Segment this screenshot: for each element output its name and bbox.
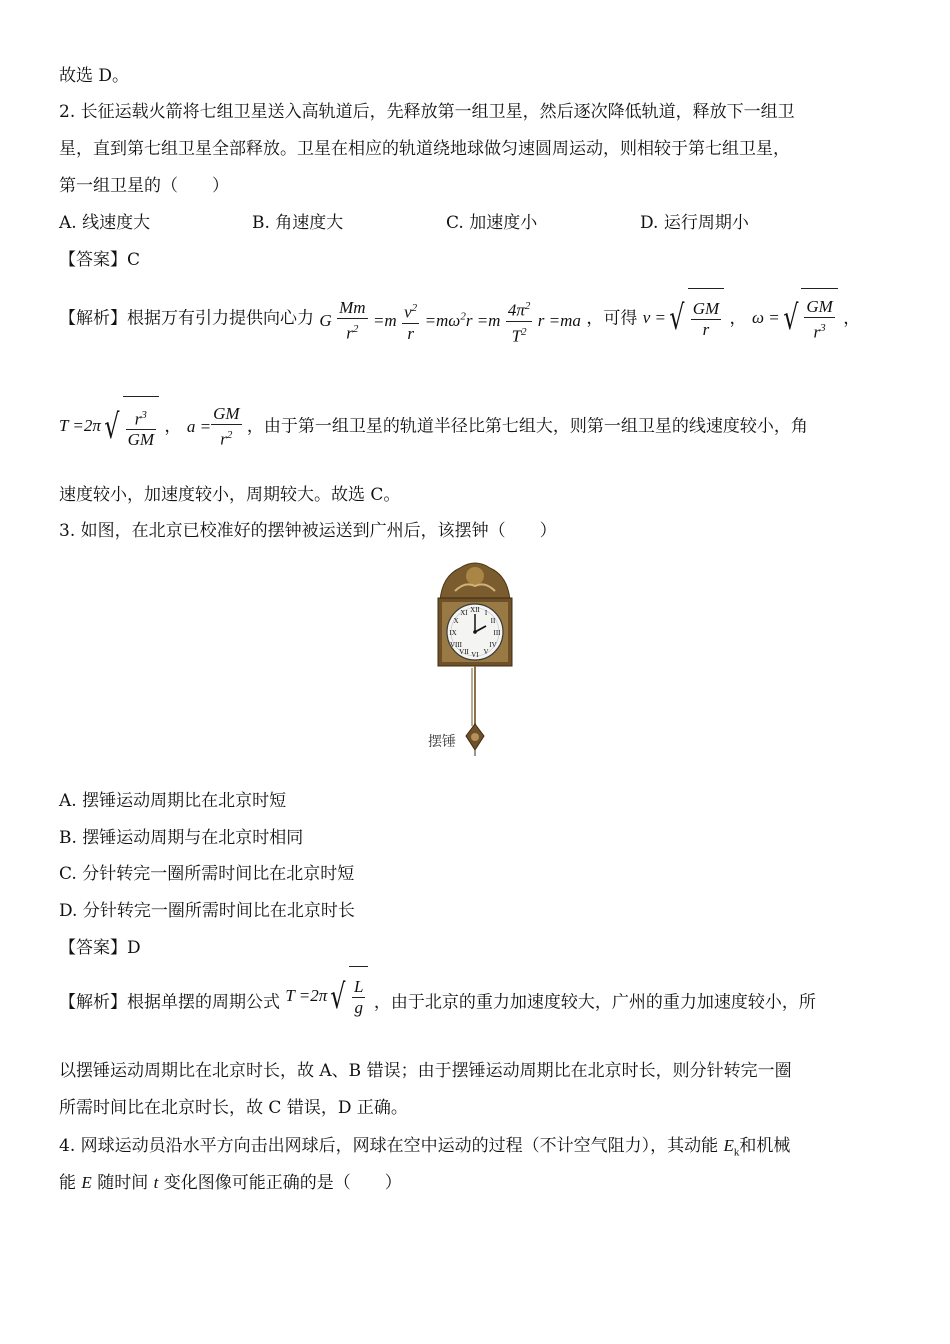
- svg-text:I: I: [484, 609, 488, 617]
- separator: ，: [843, 308, 861, 329]
- q2-option-b: B. 角速度大: [252, 213, 344, 233]
- velocity-formula: v =√ $\frac{GM}{r}$: [643, 308, 730, 328]
- q3-option-d: D. 分针转完一圈所需时间比在北京时长: [59, 901, 355, 921]
- q3-option-a: A. 摆锤运动周期比在北京时短: [59, 791, 287, 811]
- q4-stem-line2-a: 能: [59, 1173, 82, 1193]
- svg-text:IX: IX: [449, 629, 457, 637]
- q2-option-c: C. 加速度小: [446, 213, 538, 233]
- q2-analysis-mid: ，可得: [586, 308, 638, 329]
- q3-analysis-line1: [59, 972, 816, 1032]
- svg-text:VIII: VIII: [449, 641, 463, 649]
- svg-text:IV: IV: [489, 641, 497, 649]
- q3-analysis-label: 【解析】根据单摆的周期公式: [59, 992, 280, 1013]
- q2-analysis-line1: [59, 286, 860, 346]
- q3-stem: 3. 如图，在北京已校准好的摆钟被运送到广州后，该摆钟（ ）: [59, 521, 557, 541]
- svg-text:II: II: [490, 617, 496, 625]
- q2-analysis-line2-text: ，由于第一组卫星的轨道半径比第七组大，则第一组卫星的线速度较小，角: [246, 416, 808, 437]
- q4-stem-line2-b: 随时间: [91, 1173, 154, 1193]
- q2-stem-line2: 星，直到第七组卫星全部释放。卫星在相应的轨道绕地球做匀速圆周运动，则相较于第七组卫星，: [59, 139, 790, 159]
- omega-formula: ω =√ $\frac{GM}{r^3}$: [752, 308, 843, 328]
- svg-text:V: V: [483, 648, 489, 656]
- q2-analysis-line3: 速度较小，加速度较小，周期较大。故选 C。: [59, 485, 401, 505]
- q2-analysis-label: 【解析】根据万有引力提供向心力: [59, 308, 314, 329]
- svg-text:XII: XII: [470, 606, 480, 614]
- pendulum-period-formula: T =2π√ $\frac{L}{g}$: [285, 986, 373, 1006]
- q3-answer: 【答案】D: [59, 938, 141, 958]
- q4-stem-line1: [59, 1134, 790, 1164]
- q3-option-b: B. 摆锤运动周期与在北京时相同: [59, 828, 304, 848]
- q2-option-d: D. 运行周期小: [640, 213, 749, 233]
- svg-text:VII: VII: [459, 648, 469, 656]
- kinetic-energy-symbol: $E_k$: [723, 1136, 740, 1159]
- svg-text:XI: XI: [460, 609, 468, 617]
- q3-option-c: C. 分针转完一圈所需时间比在北京时短: [59, 864, 355, 884]
- q3-analysis-line2: 以摆锤运动周期比在北京时长，故 A、B 错误；由于摆锤运动周期比在北京时长，则分针转完一圈: [59, 1061, 792, 1081]
- q4-stem-line2: [59, 1171, 402, 1195]
- separator: ，: [164, 416, 182, 437]
- pendulum-bob-label: 摆锤: [428, 733, 456, 749]
- q4-stem-line1-b: 和机械: [739, 1136, 791, 1156]
- q2-analysis-line2: [59, 396, 808, 456]
- gravity-equation: G $\frac{Mm}{r^2}$ =m $\frac{v^2}{r}$ $=m\omega^2r =m$ $\frac{4\pi^2}{T^2}$ r =ma: [314, 311, 586, 331]
- q4-stem-line2-c: 变化图像可能正确的是（ ）: [158, 1173, 402, 1193]
- q3-analysis-line3: 所需时间比在北京时长，故 C 错误，D 正确。: [59, 1098, 408, 1118]
- separator: ，: [729, 308, 747, 329]
- accel-formula: a = $\frac{GM}{r^2}$: [186, 404, 240, 449]
- mech-energy-symbol: E: [81, 1173, 92, 1192]
- period-formula: T =2π√ $\frac{r^3}{GM}$: [59, 416, 164, 436]
- q2-answer: 【答案】C: [59, 250, 141, 270]
- q3-analysis-line1-text: ，由于北京的重力加速度较大，广州的重力加速度较小，所: [373, 992, 816, 1013]
- q2-stem-line3: 第一组卫星的（ ）: [59, 176, 229, 196]
- svg-text:VI: VI: [471, 651, 479, 659]
- q1-conclusion: 故选 D。: [59, 66, 130, 86]
- time-symbol: t: [153, 1173, 159, 1192]
- svg-text:III: III: [493, 629, 501, 637]
- svg-text:X: X: [453, 617, 459, 625]
- q2-stem-line1: 2. 长征运载火箭将七组卫星送入高轨道后，先释放第一组卫星，然后逐次降低轨道，释放下一组卫: [59, 102, 795, 122]
- q2-option-a: A. 线速度大: [59, 213, 151, 233]
- q4-stem-line1-a: 4. 网球运动员沿水平方向击出网球后，网球在空中运动的过程（不计空气阻力），其动能: [59, 1136, 724, 1156]
